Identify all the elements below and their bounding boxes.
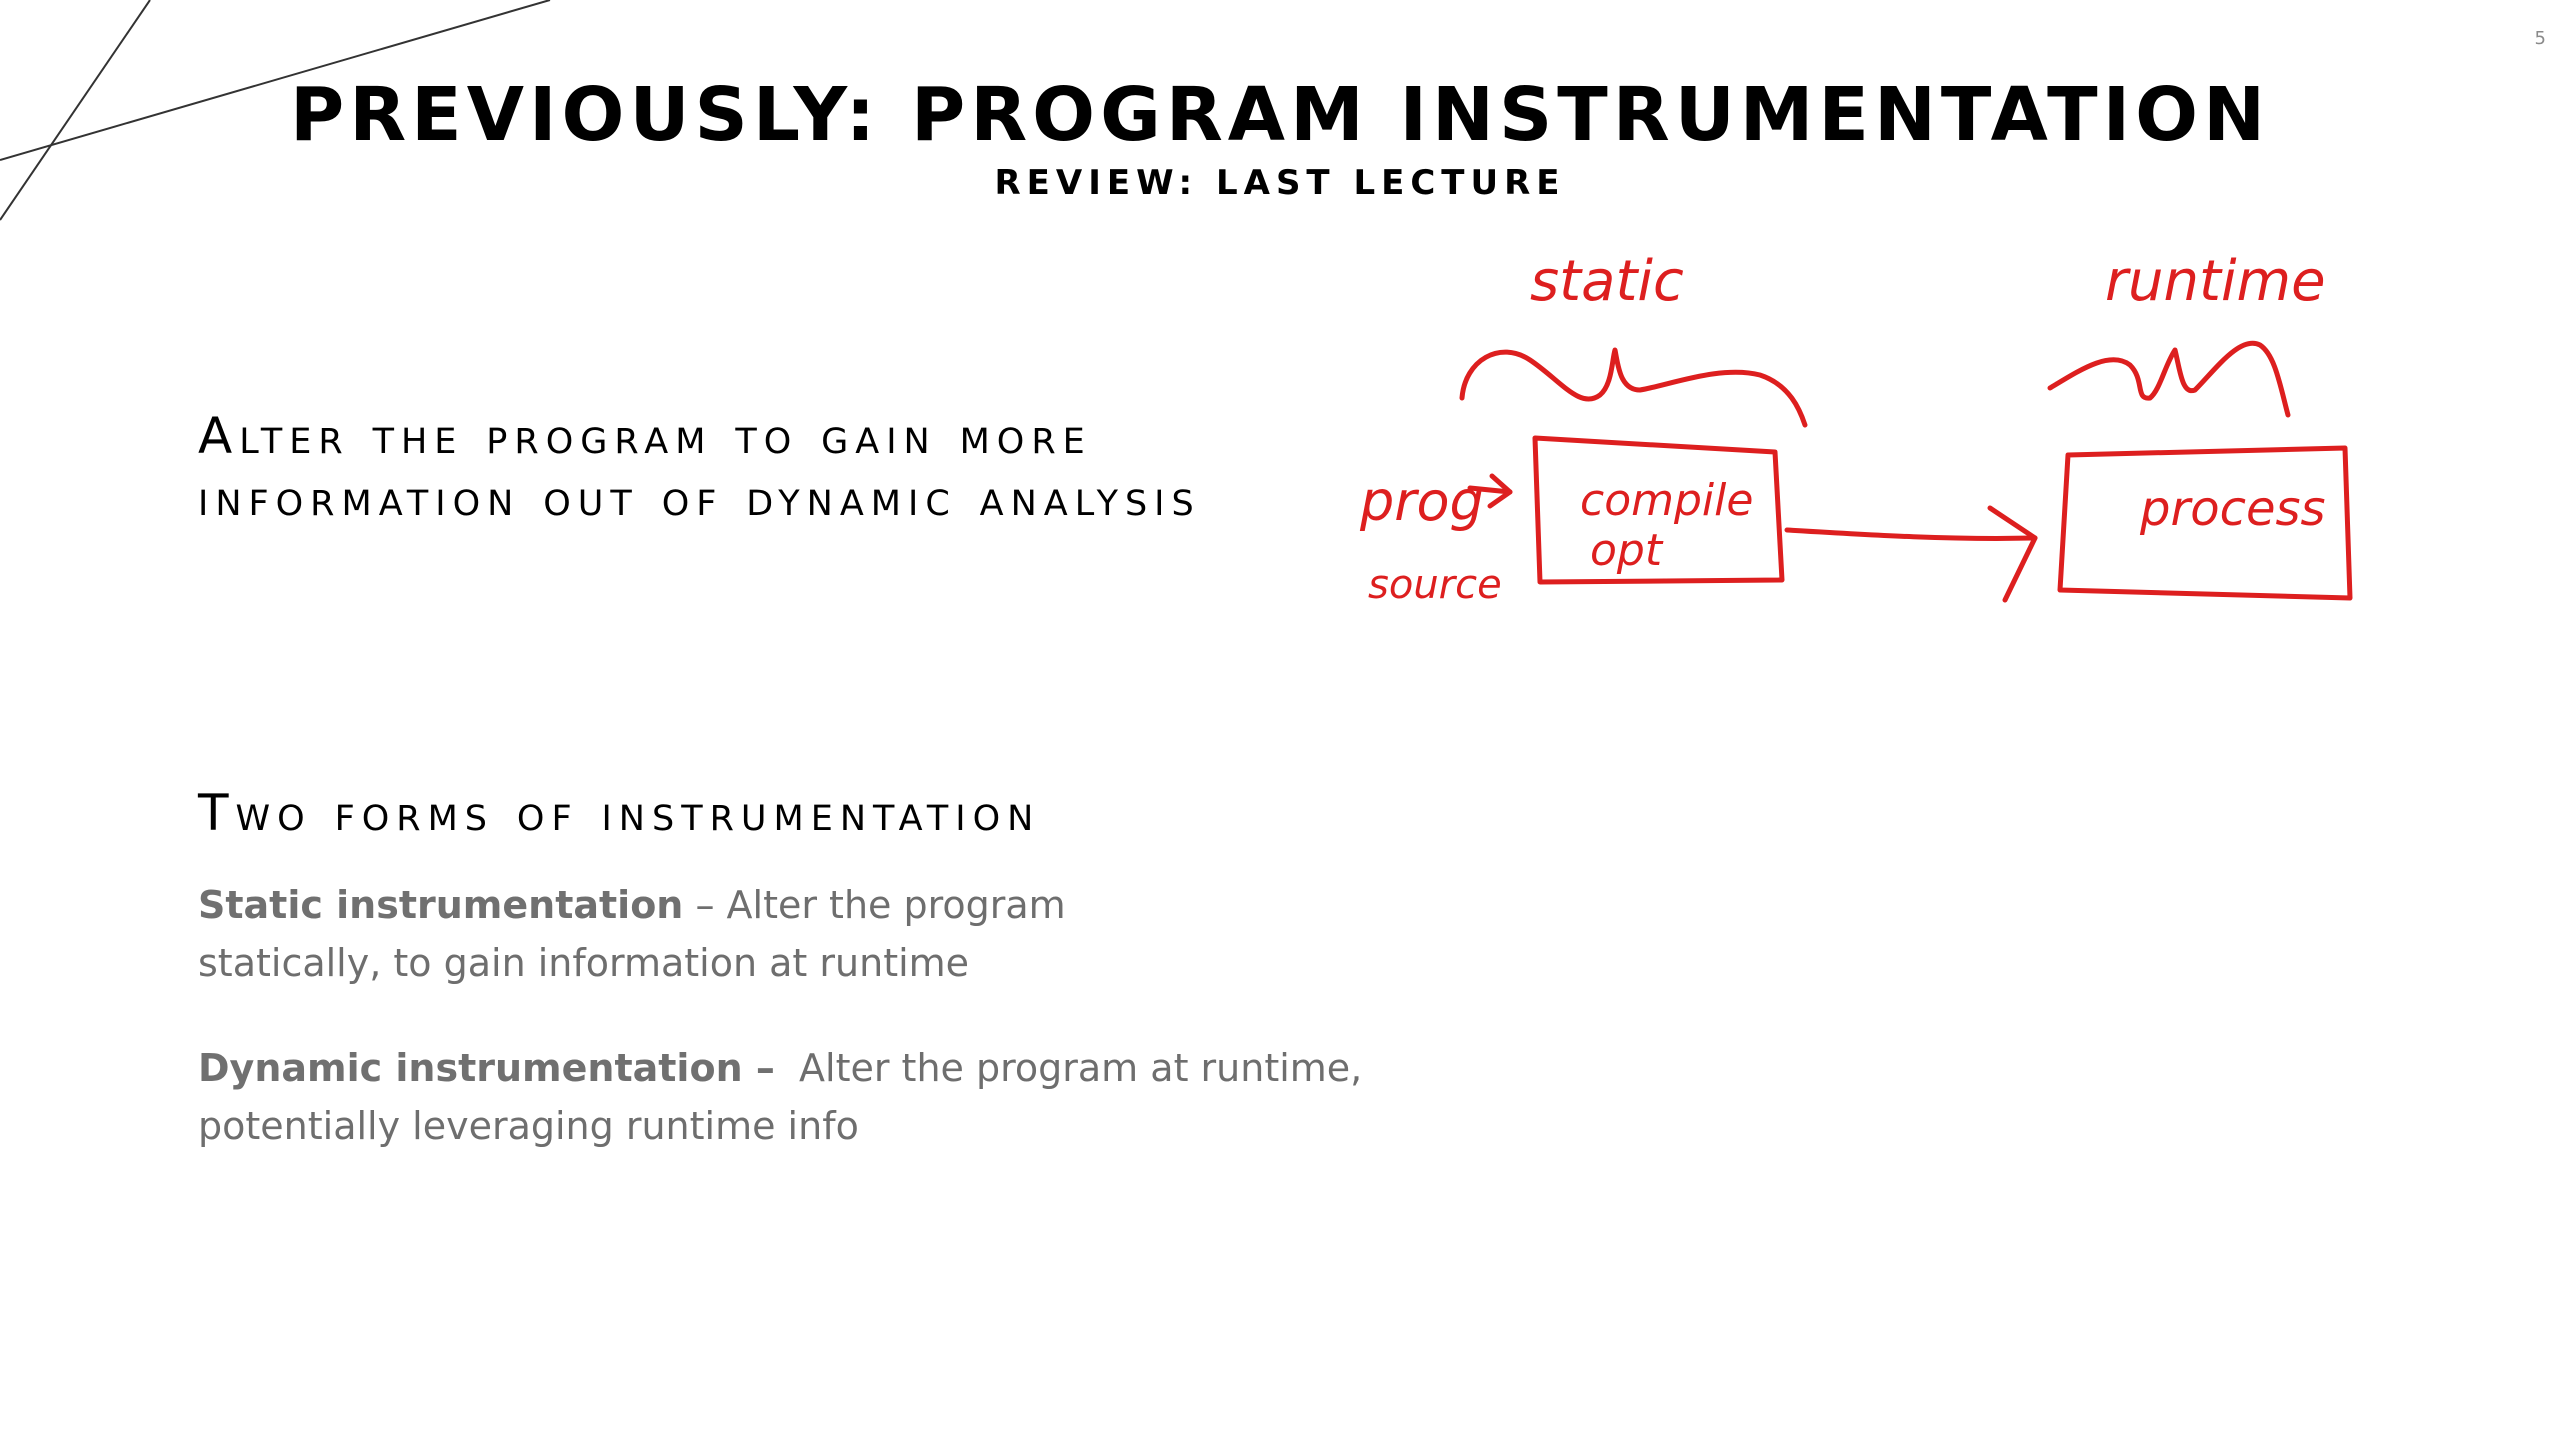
compile-label: compile xyxy=(1580,475,1754,526)
static-brace xyxy=(1462,350,1805,425)
source-label: source xyxy=(1368,562,1502,608)
heading-alter-program-line2: information out of dynamic analysis xyxy=(198,469,1201,527)
page-number: 5 xyxy=(2534,28,2546,49)
dynamic-instrumentation-desc1: Alter the program at runtime, xyxy=(774,1046,1363,1090)
arrow-to-process xyxy=(1787,530,2035,538)
heading-alter-program xyxy=(198,405,1201,529)
process-box xyxy=(2060,448,2350,598)
static-label: static xyxy=(1530,249,1684,314)
dynamic-instrumentation-line1 xyxy=(198,1039,1498,1097)
slide-subtitle: REVIEW: LAST LECTURE xyxy=(994,163,1566,203)
prog-arrow xyxy=(1470,488,1510,492)
dynamic-instrumentation-term: Dynamic instrumentation – xyxy=(198,1046,775,1090)
static-instrumentation-term: Static instrumentation xyxy=(198,883,684,927)
static-instrumentation-desc1: – Alter the program xyxy=(683,883,1066,927)
static-instrumentation-line1 xyxy=(198,876,1498,934)
runtime-brace xyxy=(2050,343,2288,415)
slide-title: PREVIOUSLY: PROGRAM INSTRUMENTATION xyxy=(289,72,2271,158)
process-label: process xyxy=(2140,481,2326,537)
runtime-label: runtime xyxy=(2105,249,2326,314)
opt-label: opt xyxy=(1590,525,1663,576)
heading-alter-program-line1: Alter the program to gain more xyxy=(198,407,1092,465)
prog-arrowhead xyxy=(1490,476,1510,506)
static-instrumentation-paragraph xyxy=(198,876,1498,992)
compile-box xyxy=(1535,438,1782,582)
heading-two-forms: Two forms of instrumentation xyxy=(198,784,1041,842)
dynamic-instrumentation-paragraph xyxy=(198,1039,1498,1155)
prog-label: prog xyxy=(1360,470,1484,533)
arrowhead-process xyxy=(1990,508,2035,600)
dynamic-instrumentation-desc2: potentially leveraging runtime info xyxy=(198,1104,859,1148)
static-instrumentation-desc2: statically, to gain information at runtime xyxy=(198,941,970,985)
